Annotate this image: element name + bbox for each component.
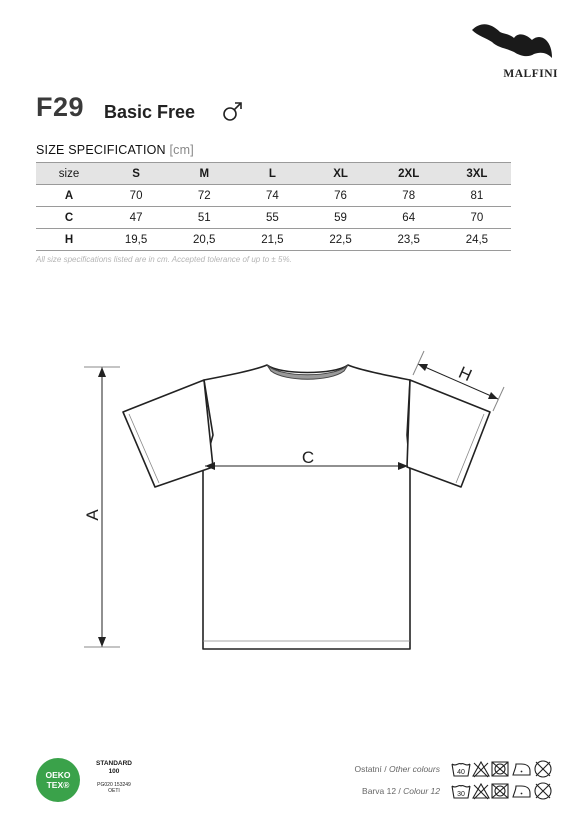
table-row — [36, 229, 511, 251]
cert-line1: PG020 153249 — [97, 782, 131, 788]
row-label: A — [64, 189, 74, 202]
no-tumble-dry-icon — [492, 762, 508, 776]
brand-name: MALFINI — [503, 68, 558, 80]
header-m: M — [170, 163, 238, 185]
care-icons-colour12 — [450, 781, 556, 801]
size-header-row — [36, 163, 511, 185]
oeko-standard — [84, 760, 144, 776]
table-cell: 20,5 — [193, 233, 216, 246]
table-cell: 78 — [402, 189, 416, 202]
tshirt-diagram — [80, 345, 520, 655]
table-cell: 24,5 — [465, 233, 489, 246]
no-tumble-dry-icon — [492, 784, 508, 798]
row-label: C — [64, 211, 74, 224]
product-code: F29 — [36, 92, 85, 122]
table-cell: 19,5 — [124, 233, 148, 246]
table-cell: 23,5 — [397, 233, 420, 246]
no-bleach-icon — [473, 784, 489, 799]
table-cell: 81 — [470, 189, 484, 202]
care-icons-other — [450, 759, 556, 779]
table-cell: 70 — [129, 189, 143, 202]
care-label-cz: Ostatní / — [354, 764, 389, 774]
care-label-en: Colour 12 — [403, 786, 440, 796]
header-2xl: 2XL — [375, 163, 443, 185]
header-size: size — [36, 163, 102, 185]
label-h: H — [455, 362, 475, 386]
table-cell: 74 — [265, 189, 279, 202]
oeko-line1: OEKO — [45, 770, 71, 780]
table-cell: 21,5 — [261, 233, 284, 246]
care-label-colour12 — [362, 786, 440, 796]
wash-temp: 30 — [457, 791, 465, 798]
header-s: S — [102, 163, 170, 185]
eagle-icon — [470, 18, 554, 66]
header-l: L — [238, 163, 306, 185]
standard-line1: STANDARD — [96, 760, 132, 767]
table-cell: 59 — [334, 211, 347, 224]
standard-line2: 100 — [108, 768, 120, 775]
label-a: A — [83, 509, 102, 521]
size-spec-heading: SIZE SPECIFICATION — [36, 143, 166, 157]
care-label-cz: Barva 12 / — [362, 786, 404, 796]
table-cell: 76 — [334, 189, 347, 202]
row-label: H — [64, 233, 74, 246]
size-spec-title — [36, 143, 194, 157]
size-table — [36, 162, 511, 251]
product-name: Basic Free — [104, 102, 196, 122]
care-label-other — [354, 764, 440, 774]
oeko-tex-logo — [36, 758, 80, 802]
table-cell: 64 — [402, 211, 416, 224]
tolerance-note: All size specifications listed are in cm. Accepted tolerance of up to ± 5%. — [36, 255, 292, 264]
label-c: C — [301, 448, 315, 467]
dimension-a — [84, 367, 120, 647]
no-dry-clean-icon — [535, 783, 551, 799]
male-symbol-icon — [222, 100, 244, 122]
table-cell: 22,5 — [329, 233, 352, 246]
iron-icon — [513, 786, 530, 797]
no-dry-clean-icon — [535, 761, 551, 777]
tshirt-right-sleeve — [407, 380, 490, 487]
table-cell: 70 — [470, 211, 484, 224]
iron-icon — [513, 764, 530, 775]
tshirt-left-sleeve — [123, 380, 213, 487]
wash-temp: 40 — [457, 769, 465, 776]
table-cell: 47 — [129, 211, 143, 224]
table-row — [36, 185, 511, 207]
cert-line2: OETI — [108, 788, 120, 794]
table-row — [36, 207, 511, 229]
tshirt-body — [203, 365, 410, 649]
header-xl: XL — [306, 163, 374, 185]
oeko-line2: TEX® — [46, 780, 70, 790]
no-bleach-icon — [473, 762, 489, 777]
oeko-certificate — [84, 782, 144, 794]
malfini-logo — [466, 18, 558, 86]
header-3xl: 3XL — [443, 163, 511, 185]
table-cell: 51 — [197, 211, 211, 224]
size-spec-unit: [cm] — [169, 143, 194, 157]
table-cell: 55 — [265, 211, 279, 224]
care-label-en: Other colours — [388, 764, 440, 774]
table-cell: 72 — [197, 189, 211, 202]
oeko-tex-badge — [36, 754, 146, 804]
